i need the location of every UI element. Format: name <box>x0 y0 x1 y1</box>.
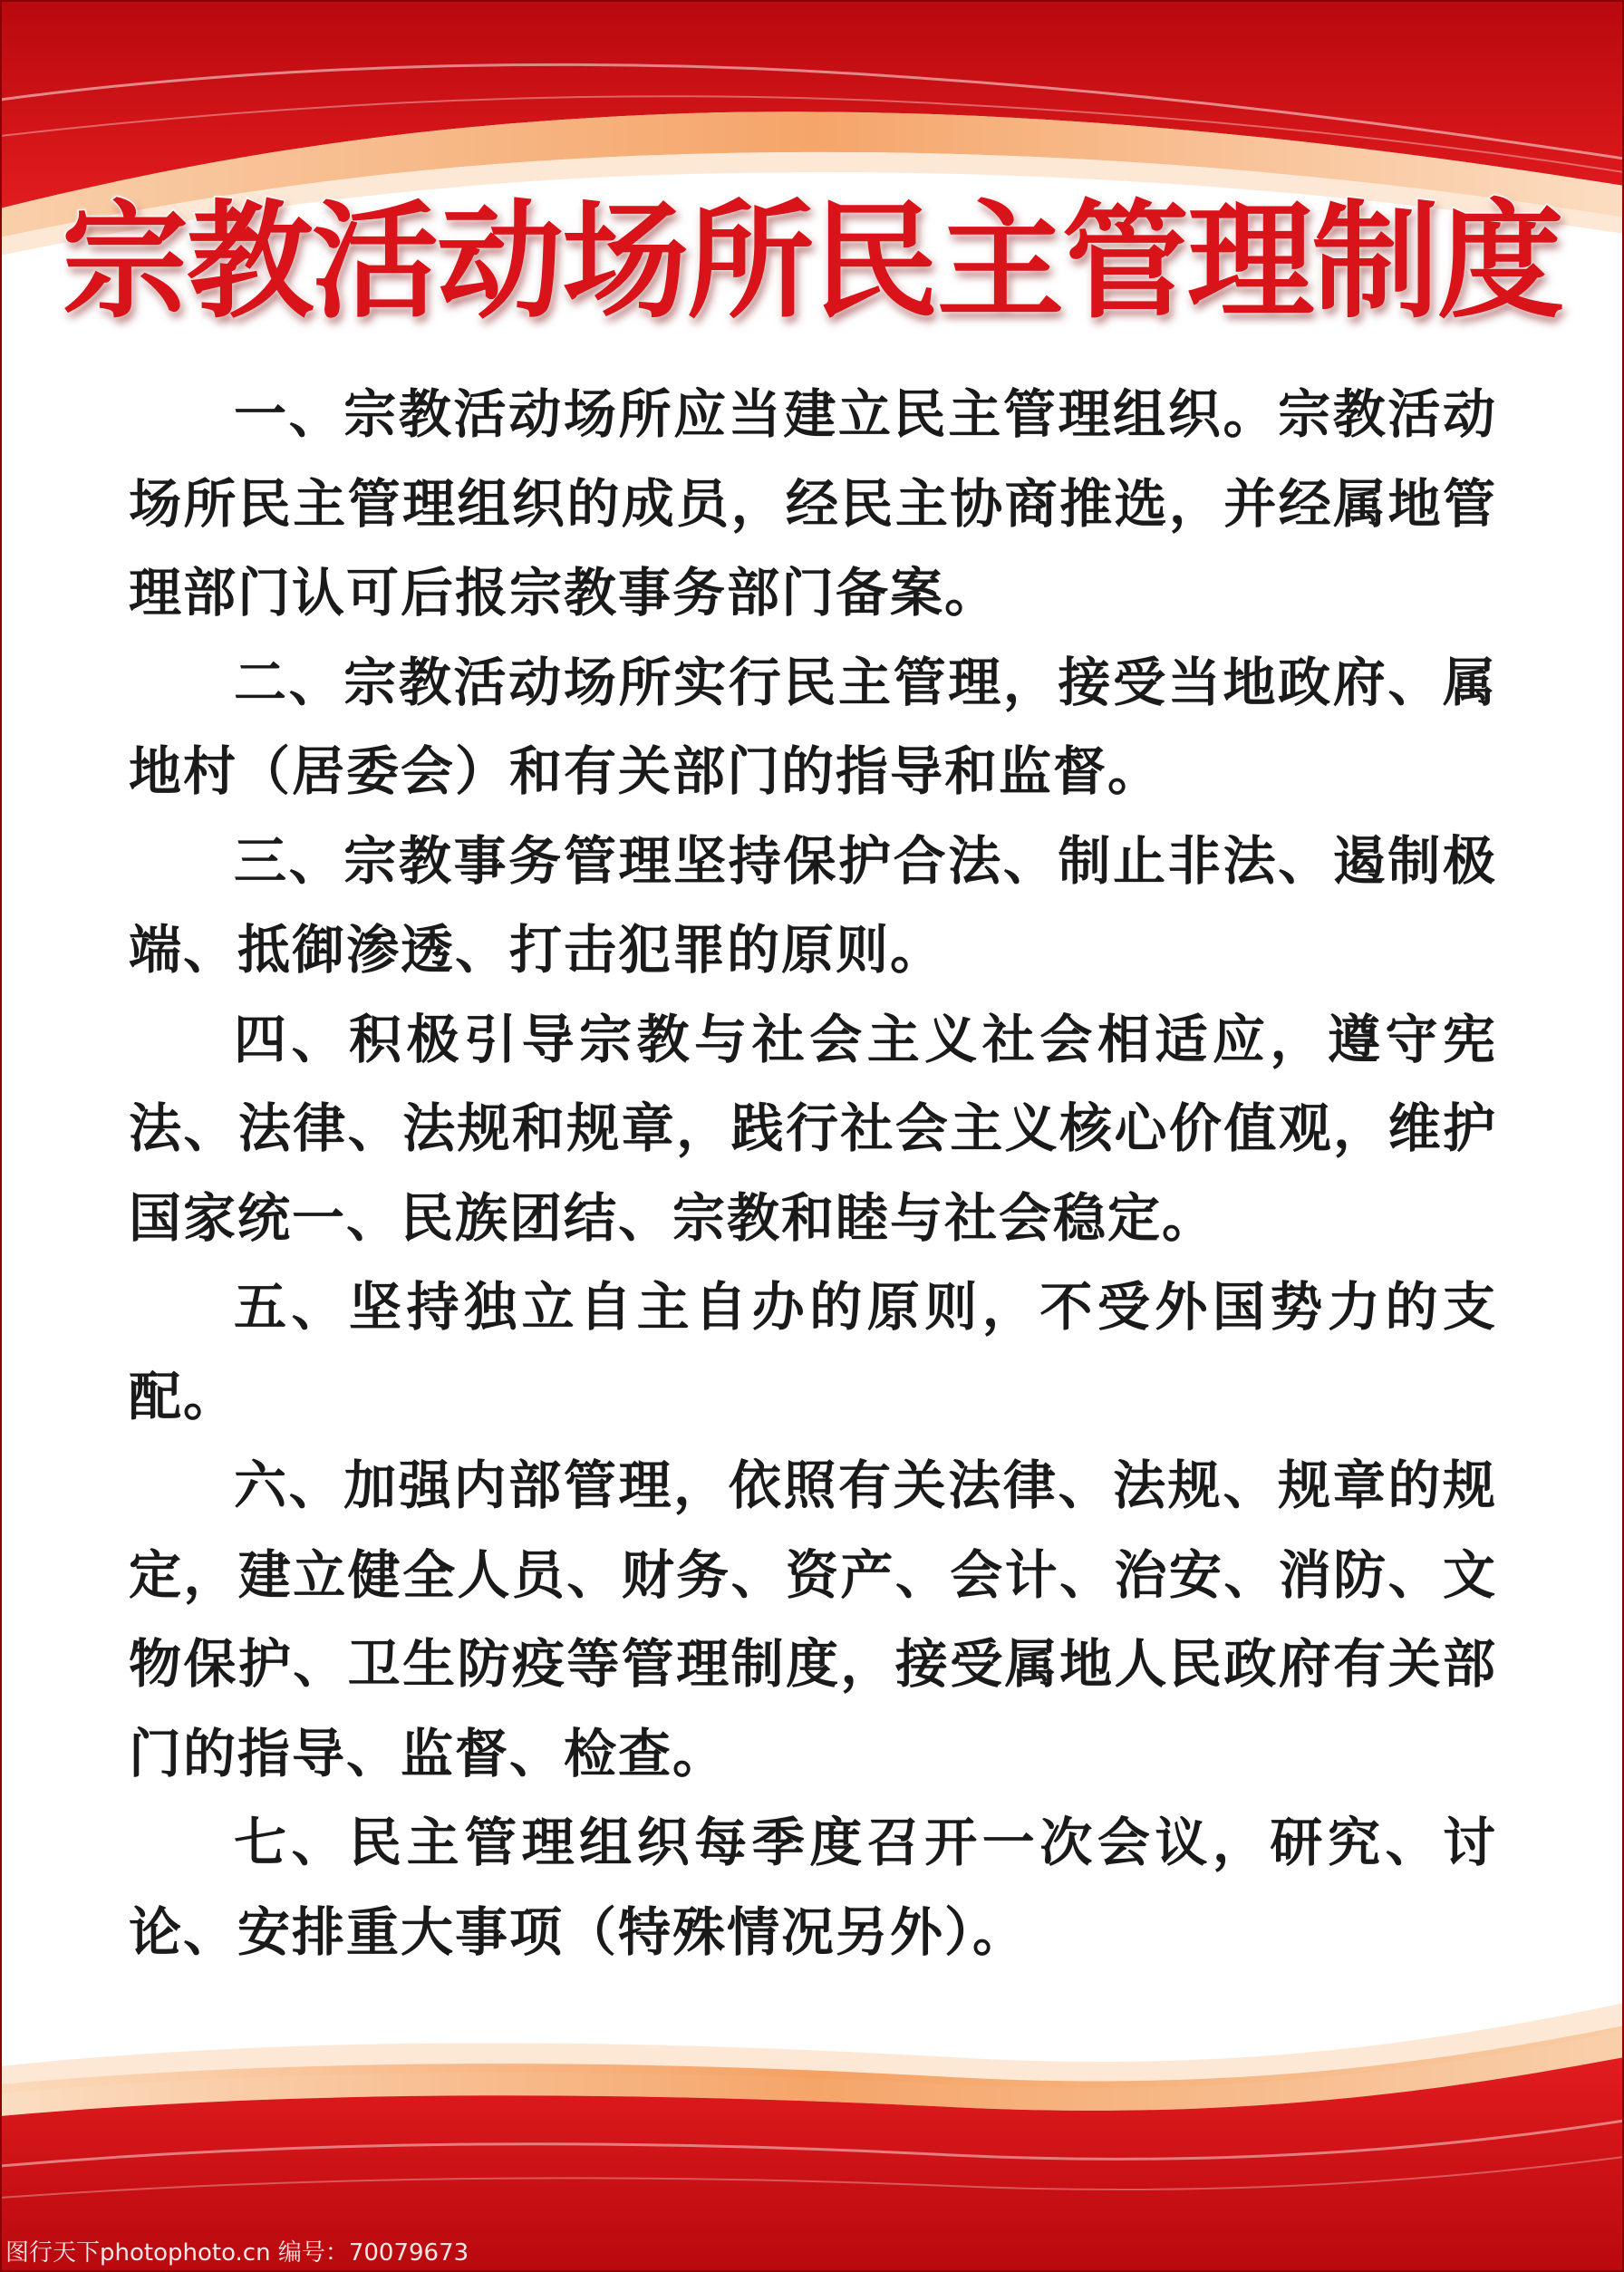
regulation-item-7: 七、民主管理组织每季度召开一次会议，研究、讨论、安排重大事项（特殊情况另外）。 <box>129 1812 1497 1963</box>
page-title: 宗教活动场所民主管理制度 <box>61 189 1562 336</box>
regulations-body <box>129 370 1497 1977</box>
regulation-item-3: 三、宗教事务管理坚持保护合法、制止非法、遏制极端、抵御渗透、打击犯罪的原则。 <box>129 829 1497 981</box>
regulation-item-4: 四、积极引导宗教与社会主义社会相适应，遵守宪法、法律、法规和规章，践行社会主义核心价值观，维护国家统一、民族团结、宗教和睦与社会稳定。 <box>129 1008 1497 1249</box>
bottom-decorative-band <box>0 1994 1624 2272</box>
regulation-item-1: 一、宗教活动场所应当建立民主管理组织。宗教活动场所民主管理组织的成员，经民主协商推选，并经属地管理部门认可后报宗教事务部门备案。 <box>129 383 1497 624</box>
regulation-item-6: 六、加强内部管理，依照有关法律、法规、规章的规定，建立健全人员、财务、资产、会计、治安、消防、文物保护、卫生防疫等管理制度，接受属地人民政府有关部门的指导、监督、检查。 <box>129 1455 1497 1784</box>
regulation-item-2: 二、宗教活动场所实行民主管理，接受当地政府、属地村（居委会）和有关部门的指导和监督。 <box>129 651 1497 802</box>
regulation-item-5: 五、坚持独立自主自办的原则，不受外国势力的支配。 <box>129 1276 1497 1427</box>
watermark: 图行天下photophoto.cn 编号：70079673 <box>5 2239 469 2267</box>
